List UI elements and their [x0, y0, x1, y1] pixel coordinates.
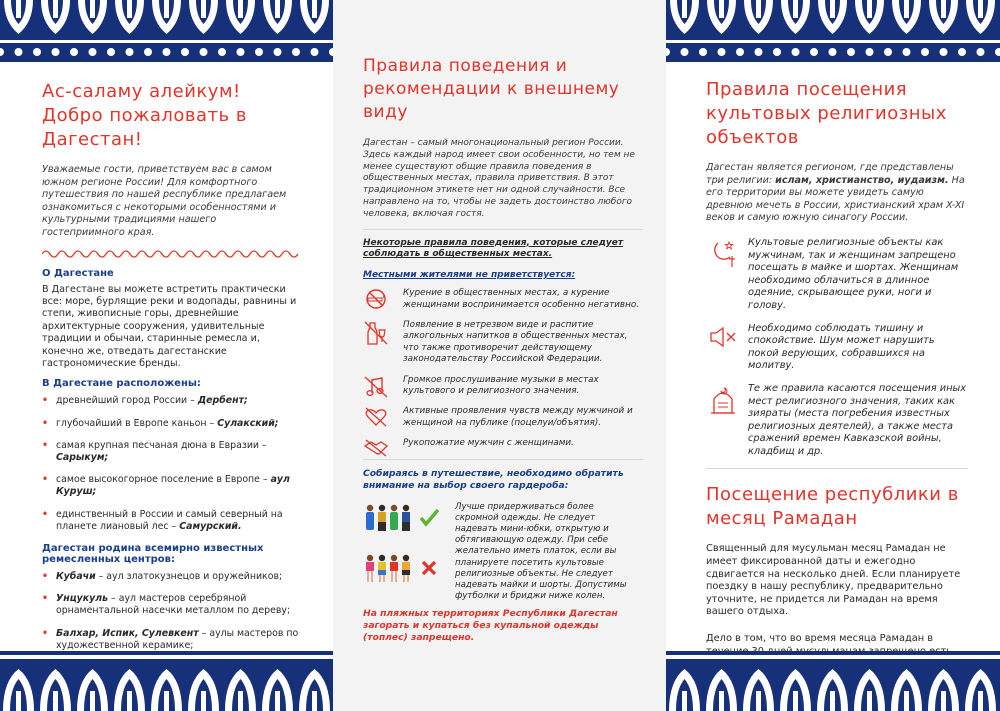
- list-item: • глубочайший в Европе каньон – Сулакский;: [42, 417, 279, 429]
- divider: [706, 468, 968, 469]
- unacceptable-clothing-icon: [366, 554, 435, 581]
- beach-warning: На пляжных территориях Республики Дагестан загорать и купаться без купальной одежды (топлес) запрещено.: [363, 607, 618, 643]
- no-handshake-icon: [363, 438, 389, 462]
- dress-block: [363, 502, 643, 602]
- right-panel: [666, 0, 1000, 711]
- list-item: Курение в общественных местах, а курение женщинами воспринимается особенно негативно.: [363, 288, 643, 311]
- no-music-icon: [363, 375, 389, 403]
- ramadan-heading: Посещение республики в месяц Рамадан: [706, 484, 959, 530]
- ornament-top-left: [0, 0, 333, 62]
- list-item: • древнейший город России – Дербент;: [42, 395, 248, 407]
- ramadan-paragraph-1: Священный для мусульман месяц Рамадан не имеет фиксированной даты и ежегодно сдвигается на несколько дней. Если планируете поездку в нашу республику, предварительно уточните, не придется ли Рамадан на время вашего отдыха.: [706, 543, 961, 618]
- divider: [363, 459, 643, 460]
- rules-lead: Некоторые правила поведения, которые следует соблюдать в общественных местах.: [363, 237, 624, 260]
- list-item: • Кубачи – аул златокузнецов и оружейников;: [42, 571, 283, 583]
- middle-panel: [333, 0, 666, 711]
- ornament-bottom-right: [666, 651, 1000, 711]
- shrine-icon: [708, 385, 738, 420]
- list-item: • самая крупная песчаная дюна в Евразии – Сарыкум;: [42, 439, 267, 464]
- right-intro: Дагестан является регионом, где представлены три религии: ислам, христианство, иудаизм. На его территории вы можете увидеть самую древнюю мечеть в России, христианский храм X-XI веков и самую южную синагогу России.: [706, 162, 965, 224]
- located-title: В Дагестане расположены:: [42, 378, 201, 390]
- religion-symbols-icon: [708, 239, 738, 274]
- no-affection-icon: [363, 406, 389, 432]
- about-title: О Дагестане: [42, 267, 114, 279]
- no-smoking-icon: [363, 288, 389, 314]
- list-item: Активные проявления чувств между мужчиной и женщиной на публике (поцелуи/объятия).: [363, 406, 643, 429]
- wave-divider: [42, 248, 300, 260]
- list-item: • Балхар, Испик, Сулевкент – аулы мастеров по художественной керамике;: [42, 627, 299, 651]
- ramadan-paragraph-2: Дело в том, что во время месяца Рамадан в: [706, 633, 934, 645]
- list-item: Появление в нетрезвом виде и распитие алкогольных напитков в общественных местах, что также противоречит действующему законодательству Российской Федерации.: [363, 320, 643, 366]
- right-heading: Правила посещения культовых религиозных объектов: [706, 79, 947, 148]
- no-alcohol-icon: [363, 320, 389, 350]
- religious-rules-list: [706, 237, 968, 459]
- list-item: Те же правила касаются посещения иных мест религиозного значения, таких как зияраты (места погребения известных религиозных деятелей), а также места сражений времен Кавказской войны, кладбищ и др.: [706, 383, 968, 459]
- list-item: Необходимо соблюдать тишину и спокойствие. Шум может нарушить покой верующих, собравшихся на молитву.: [706, 323, 968, 373]
- dress-text: Лучше придерживаться более скромной одежды. Не следует надевать мини-юбки, открытую и обтягивающую одежду. При себе желательно иметь платок, если вы планируете посетить культовые религиозные объекты. Не следует надевать майки и шорты. Допустимы футболки и бриджи ниже колен.: [455, 501, 627, 602]
- located-list: [42, 395, 300, 533]
- list-item: Громкое прослушивание музыки в местах культового и религиозного значения.: [363, 375, 643, 398]
- left-intro: Уважаемые гости, приветствуем вас в самом южном регионе России! Для комфортного путешествия по нашей республике предлагаем ознакомиться с некоторыми особенностями и культурными традициями нашего гостеприимного края.: [42, 164, 287, 238]
- ornament-top-right: [666, 0, 1000, 62]
- not-welcome-title: Местными жителями не приветствуется:: [363, 270, 576, 281]
- mute-icon: [708, 325, 738, 354]
- list-item: • единственный в России и самый северный на планете лиановый лес – Самурский.: [42, 508, 283, 532]
- crafts-title: Дагестан родина всемирно известных ремесленных центров:: [42, 543, 264, 566]
- about-text: В Дагестане вы можете встретить практически все: море, бурлящие реки и водопады, равнины и степи, живописные горы, древнейшие архитектурные сооружения, удивительные традиции и обычаи, старинные ремесла и, конечно же, отведать дагестанские гастрономические бренды.: [42, 283, 297, 369]
- left-panel: [0, 0, 333, 711]
- ornament-bottom-left: [0, 651, 333, 711]
- middle-heading: Правила поведения и рекомендации к внешнему виду: [363, 56, 620, 122]
- divider: [363, 229, 643, 230]
- dress-title: Собираясь в путешествие, необходимо обратить внимание на выбор своего гардероба:: [363, 467, 624, 491]
- list-item: • самое высокогорное поселение в Европе – аул Куруш;: [42, 474, 290, 498]
- dress-code-illustration: [363, 502, 447, 598]
- left-heading: Ас-саламу алейкум! Добро пожаловать в Дагестан!: [42, 81, 247, 150]
- acceptable-clothing-icon: [366, 504, 438, 530]
- list-item: Рукопожатие мужчин с женщинами.: [363, 438, 643, 449]
- list-item: • Унцукуль – аул мастеров серебряной орнаментальной насечки металлом по дереву;: [42, 593, 291, 617]
- middle-intro: Дагестан – самый многонациональный регион России. Здесь каждый народ имеет свои особенности, но тем не менее существуют общие правила поведения в общественных местах, правила приветствия. В этот традиционном этикете нет ни одной случайности. Все направлено на то, чтобы не задеть достоинство любого человека, включая гостя.: [363, 138, 635, 219]
- rules-list: [363, 288, 643, 449]
- list-item: Культовые религиозные объекты как мужчинам, так и женщинам запрещено посещать в майке и шортах. Женщинам необходимо облачиться в длинное одеяние, скрывающее руки, ноги и голову.: [706, 237, 968, 313]
